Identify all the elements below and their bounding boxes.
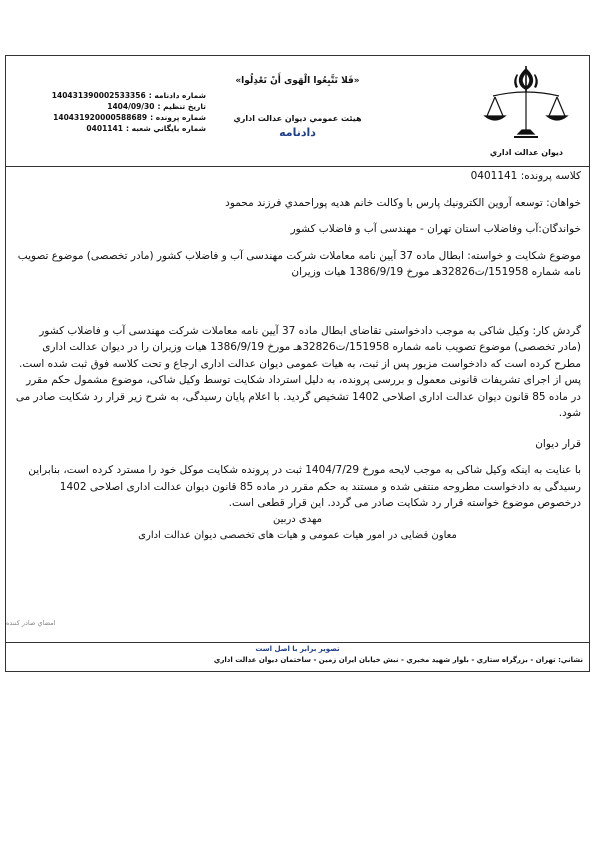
document-meta <box>51 90 206 134</box>
board-name: هيئت عمومي ديوان عدالت اداري <box>233 114 362 123</box>
subject: موضوع شکايت و خواسته: ابطال ماده 37 آيين نامه معاملات شرکت مهندسی آب و فاضلاب کشور (مادر تخصصی) موضوع تصويب نامه شماره 151958/ت32826هـ مورخ 1386/9/19 هيات وزيران <box>17 249 581 278</box>
certified-copy-note: تصوير برابر با اصل است <box>255 645 340 653</box>
signatory-title: معاون قضايی در امور هيات عمومی و هيات های تخصصی ديوان عدالت اداری <box>138 530 457 541</box>
meta-row-archive-number <box>56 123 206 134</box>
meta-row-date <box>56 101 206 112</box>
meta-value: 140431390002533356 <box>51 91 146 100</box>
meta-row-case-number <box>53 112 206 123</box>
bismillah-verse: «فَلا تَتَّبِعُوا الْهَوى أَنْ تَعْدِلُوا» <box>235 76 360 86</box>
meta-value: 140431920000588689 <box>53 113 148 122</box>
document-title: دادنامه <box>279 126 316 139</box>
defendant: خواندگان:آب وفاضلاب استان تهران - مهندسی آب و فاضلاب كشور <box>290 223 581 235</box>
ruling-heading: قرار ديوان <box>535 437 581 450</box>
court-name: ديوان عدالت اداري <box>489 148 563 157</box>
meta-row-verdict-number <box>51 90 206 101</box>
meta-value: 1404/09/30 <box>107 102 155 111</box>
proceedings: گردش کار: وکيل شاکی به موجب دادخواستی تقاضای ابطال ماده 37 آيين نامه معاملات شرکت مهندسی آب و فاضلاب کشور (مادر تخصصی) موضوع تصويب نامه شماره 151958/ت32826هـ مورخ 1386/9/19 هيات وزيران را در ديوان عدالت اداری مطرح کرده است که دادخواست مزبور پس از ثبت، به هيات عمومی ديوان عدالت اداری ارجاع و تحت کلاسه فوق ثبت شده است. پس از اجرای تشريفات قانونی معمول و بررسی پرونده، به دليل استرداد شکايت توسط وکيل شاکی، موضوع مشمول حکم مقرر در ماده 85 قانون ديوان عدالت اداری اصلاحی 1402 تشخيص گرديد. با اعلام پايان رسيدگی، به شرح زير قرار رد شکايت صادر می شود. <box>15 324 581 419</box>
document-header <box>6 56 589 167</box>
meta-label: شماره دادنامه : <box>148 91 206 100</box>
signature-stamp-note: امضاي صادر كننده <box>6 619 56 627</box>
document-body <box>14 168 581 545</box>
meta-label: تاريخ تنظيم : <box>157 102 206 111</box>
meta-label: شماره بايگاني شعبه : <box>125 124 206 133</box>
case-class: كلاسه پرونده: 0401141 <box>470 170 581 182</box>
document-footer <box>6 642 589 671</box>
ruling: با عنايت به اينکه وکيل شاکی به موجب لايحه مورخ 1404/7/29 ثبت در پرونده شکايت موکل خود را مسترد کرده است، بنابراين رسيدگی به دادخواست مطروحه منتفی شده و مستند به حکم مقرر در ماده 85 قانون ديوان عدالت اداری اصلاحی 1402 درخصوص موضوع خواسته قرار رد شکايت صادر می گردد. اين قرار قطعی است. <box>28 464 581 509</box>
signatory-name: مهدی دربين <box>273 513 322 525</box>
meta-label: شماره پرونده : <box>150 113 206 122</box>
meta-value: 0401141 <box>86 124 123 133</box>
court-address: نشاني: تهران - بزرگراه ستاري - بلوار شهيد مخبري - نبش خيابان ايران زمين - ساختمان ديوان عدالت اداري <box>213 656 583 664</box>
document-frame <box>5 55 590 672</box>
plaintiff: خواهان: توسعه آروين الكترونيك پارس با وكالت خانم هديه پوراحمدي فرزند محمود <box>225 196 581 209</box>
